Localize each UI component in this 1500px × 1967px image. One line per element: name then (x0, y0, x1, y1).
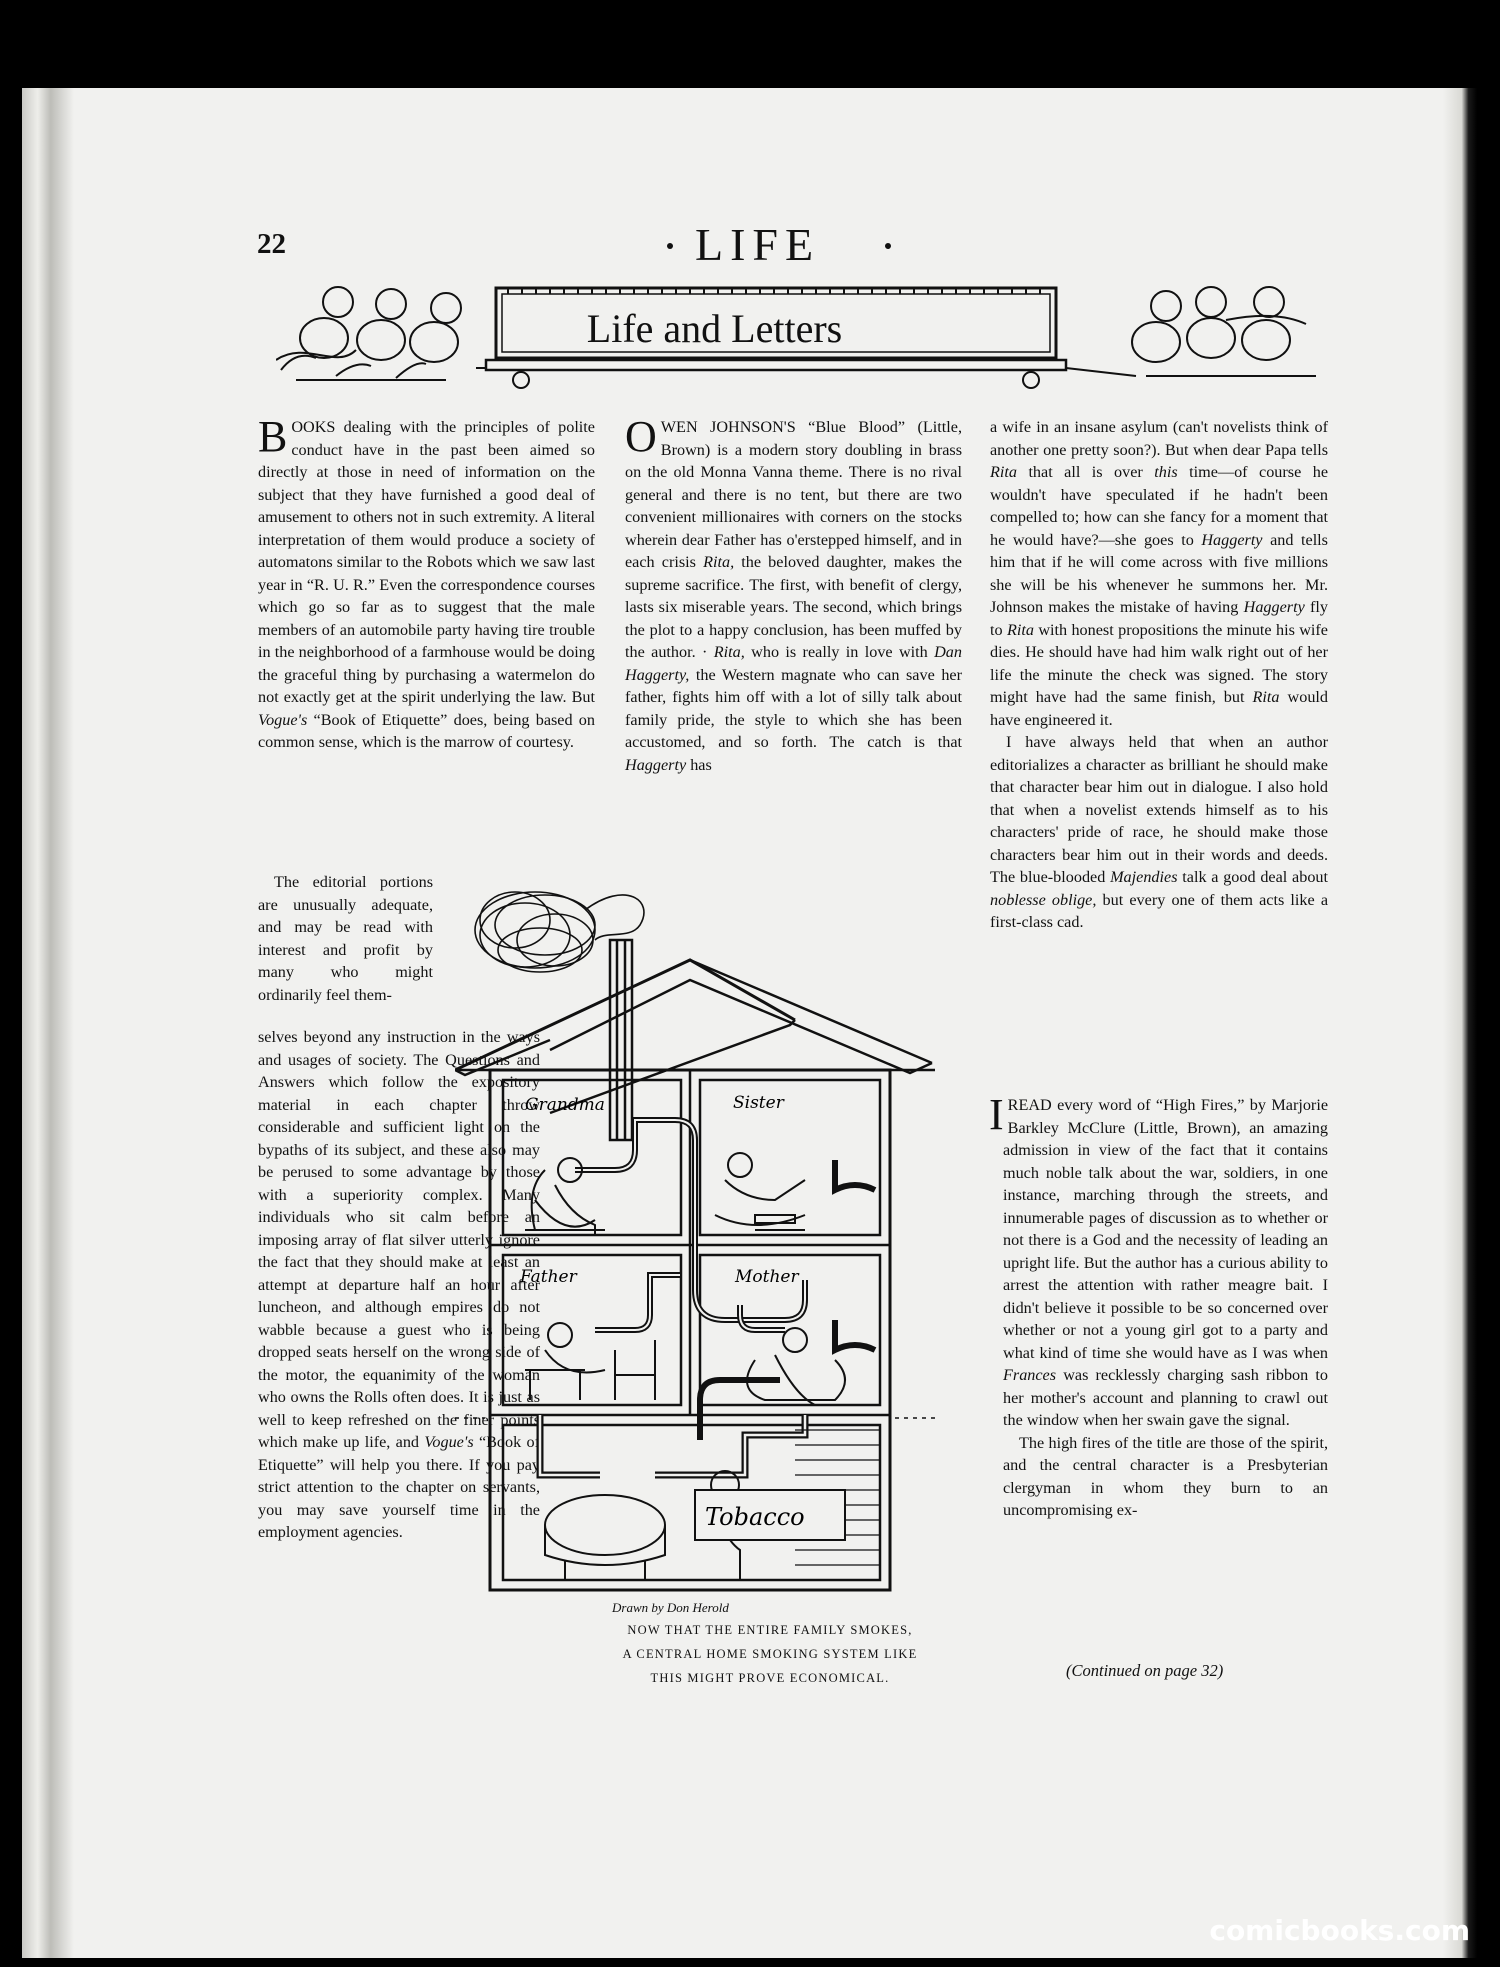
page-number: 22 (257, 228, 286, 260)
smoke-cloud (475, 892, 644, 972)
site-watermark: comicbooks.com (1209, 1914, 1470, 1947)
drop-cap-o: O (625, 412, 657, 461)
article-blue-blood-continued: a wife in an insane asylum (can't novelists think of another one pretty soon?). But when dear Papa tells Rita that all is over this time—of course he wouldn't have speculated if he hadn't been compelled to; how can she fancy for a moment that he would have?—she goes to Haggerty and tells him that if he will come across with five millions she will be his whenever he summons her. Mr. Johnson makes the mistake of having Haggerty fly to Rita with honest propositions the minute his wife dies. He should have had him walk right out of her life the minute the check was signed. The story might have had the same finish, but Rita would have engineered it. I have always held that when an author editorializes a character as brilliant he should make that character bear him out in dialogue. I also hold that when a novelist extends himself as to his characters' pride of race, he should make those characters bear him out in their words and deeds. The blue-blooded Majendies talk a good deal about noblesse oblige, but every one of them acts like a first-class cad. (990, 418, 1329, 931)
father-at-table (525, 1323, 655, 1400)
label-father: Father (520, 1267, 577, 1287)
page-spine-shadow (22, 88, 74, 1958)
title-dot-right (885, 243, 891, 249)
mother-in-armchair (747, 1328, 845, 1405)
article-blue-blood-review: OWEN JOHNSON'S “Blue Blood” (Little, Brown) is a modern story doubling in brass on the old Monna Vanna theme. There is no rival general and there is no tent, but there are two convenient millionaires with corners on the stocks wherein dear Father has o'erstepped himself, and in each crisis Rita, the beloved daughter, makes the supreme sacrifice. The first, with benefit of clergy, lasts six miserable years. The second, which brings the plot to a happy conclusion, has been muffed by the author. · Rita, who is really in love with Dan Haggerty, the Western magnate who can save her father, fights him off with a lot of silly talk about family pride, the style to which she has been accustomed, and so forth. The catch is that Haggerty has (625, 412, 962, 774)
label-mother: Mother (735, 1267, 799, 1287)
continued-note: (Continued on page 32) (1066, 1661, 1224, 1680)
cherubs-right (1132, 287, 1316, 376)
article-etiquette-paragraph-1: BOOKS dealing with the principles of polite conduct have in the past been aimed so directly at those in need of information on the subject that they have furnished a good deal of amusement to others not in such extremity. A literal interpretation of them would produce a society of automatons similar to the Robots which we saw last year in “R. U. R.” Even the correspondence courses which go so far as to suggest that the male members of an automobile party having tire trouble in the neighborhood of a farmhouse would be doing the graceful thing by purchasing a watermelon do not exactly get at the spirit underlying the law. But Vogue's “Book of Etiquette” does, being based on common sense, which is the marrow of courtesy. (258, 412, 595, 751)
label-sister: Sister (733, 1093, 784, 1113)
house-smoking-system-illustration (455, 870, 1005, 1600)
title-dot-left (667, 243, 673, 249)
label-grandma: Grandma (525, 1095, 605, 1115)
magazine-title: LIFE (695, 219, 821, 270)
section-title: Life and Letters (586, 306, 843, 351)
illustration-credit: Drawn by Don Herold (612, 1600, 729, 1615)
article-etiquette-paragraph-2-rest: selves beyond any instruction in the ways and usages of society. The Questions and Answers which follow the expository material in each chapter throw considerable and sufficient light on the bypaths of its subject, and these also may be perused to some advantage by those with a superiority complex. Many individuals who sit calm before an imposing array of flat silver utterly ignore the fact that they should make at least an attempt at departure half an hour after luncheon, and although empires do not wabble because a guest who is being dropped seats herself on the wrong side of the motor, the equanimity of the woman who owns the Rolls often does. It is just as well to keep refreshed on the finer points which make up life, and Vogue's “Book of Etiquette” will help you there. If you pay strict attention to the chapter on servants, you may save yourself time in the employment agencies. (258, 1028, 540, 1541)
illustration-caption: NOW THAT THE ENTIRE FAMILY SMOKES, A CENTRAL HOME SMOKING SYSTEM LIKE THIS MIGHT PROVE ECONOMICAL. (622, 1623, 918, 1685)
article-etiquette-paragraph-2-top: The editorial portions are unusually adequate, and may be read with interest and profit by many who might ordinarily feel them- (258, 873, 433, 1004)
sister-in-rocker (715, 1153, 805, 1230)
drop-cap-i: I (989, 1090, 1004, 1139)
page-edge (1443, 88, 1477, 1958)
cherubs-left (276, 287, 461, 380)
drop-cap-b: B (258, 412, 288, 461)
article-high-fires-review: I READ every word of “High Fires,” by Marjorie Barkley McClure (Little, Brown), an amazing admission in view of the fact that it contains much noble talk about the war, soldiers, in one instance, marching through the streets, and innumerable pages of discussion as to whether or not there is a God and the necessity of leading an upright life. But the author has a curious ability to arrest the attention with rather meagre bait. I didn't believe it possible to be so concerned over whether or not a young girl got to a party and what kind of time she would have as I was when Frances was recklessly charging sash ribbon to her mother's account and planning to crawl out the window when her swain gave the signal. The high fires of the title are those of the spirit, and the central character is a Presbyterian clergyman in whom they burn to an uncompromising ex- (989, 1090, 1328, 1519)
label-tobacco: Tobacco (705, 1503, 805, 1531)
